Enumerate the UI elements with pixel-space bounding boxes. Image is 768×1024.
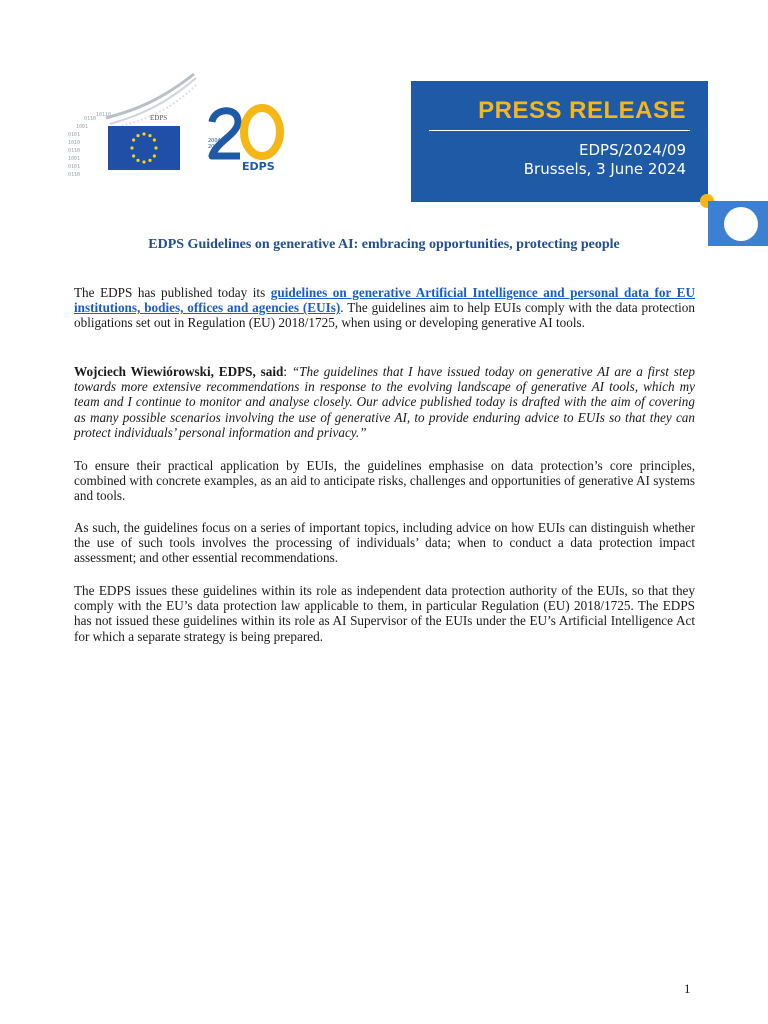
svg-text:1001: 1001: [76, 124, 89, 130]
intro-rest: . The guidelines aim to help EUIs comply with the data protection obligations set out in Regulation (EU) 2018/1725, when using or developing generative AI tools.: [74, 300, 695, 331]
headline: EDPS Guidelines on generative AI: embracing opportunities, protecting people: [148, 237, 620, 252]
svg-text:0110: 0110: [68, 148, 81, 154]
speaker-colon: :: [283, 364, 292, 379]
paragraph-practical-application: To ensure their practical application by EUIs, the guidelines emphasise on data protection’s core principles, combined with concrete examples, as an aid to anticipate risks, challenges and opportunities of generative AI systems and tools.: [74, 458, 695, 504]
svg-text:10110: 10110: [96, 112, 112, 118]
svg-text:1001: 1001: [68, 156, 81, 162]
paragraph-intro: [74, 285, 695, 331]
svg-text:0110: 0110: [84, 116, 97, 122]
svg-text:1010: 1010: [68, 140, 81, 146]
speaker-quote: “The guidelines that I have issued today on generative AI are a first step towards more extensive recommendations in response to the evolving landscape of generative AI tools, which my team and I continue to monitor and analyse closely. Our advice published today is drafted with the aim of covering as many possible scenarios involving the use of generative AI, to provide enduring advice to EUIs so that they can protect individuals’ personal information and privacy.”: [74, 364, 695, 440]
press-release-date: Brussels, 3 June 2024: [523, 160, 686, 178]
svg-text:0101: 0101: [68, 164, 81, 170]
anniversary-logo-text: EDPS: [242, 160, 275, 173]
edps-20-years-logo: [206, 104, 286, 174]
anniversary-years-bottom: 2024: [208, 144, 221, 150]
page-number: 1: [684, 981, 691, 996]
svg-text:0101: 0101: [68, 132, 81, 138]
press-release-divider: [429, 130, 690, 131]
press-release-reference: EDPS/2024/09: [579, 141, 686, 159]
paragraph-quote: [74, 364, 695, 440]
press-release-box: [411, 81, 708, 202]
press-release-title: PRESS RELEASE: [478, 97, 686, 124]
paragraph-topics: As such, the guidelines focus on a series of important topics, including advice on how EUIs can distinguish whether the use of such tools involves the processing of individuals’ data; when to conduct a data protection impact assessment; and other essential recommendations.: [74, 520, 695, 566]
speaker-name: Wojciech Wiewiórowski, EDPS, said: [74, 364, 284, 379]
binary-swoosh-graphic: [68, 112, 111, 178]
edps-logo-text: EDPS: [150, 114, 168, 122]
intro-text: The EDPS has published today its: [74, 285, 271, 300]
svg-text:0110: 0110: [68, 172, 81, 178]
edps-logo: [66, 70, 198, 180]
anniversary-years-top: 2004: [208, 138, 221, 144]
paragraph-role: The EDPS issues these guidelines within its role as independent data protection authority of the EUIs, so that they comply with the EU’s data protection law applicable to them, in particular Regulation (EU) 2018/1725. The EDPS has not issued these guidelines within its role as AI Supervisor of the EUIs under the EU’s Artificial Intelligence Act for which a separate strategy is being prepared.: [74, 583, 695, 644]
guidelines-link[interactable]: guidelines on generative Artificial Intelligence and personal data for EU institutions, bodies, offices and agencies (EUIs): [74, 285, 695, 316]
